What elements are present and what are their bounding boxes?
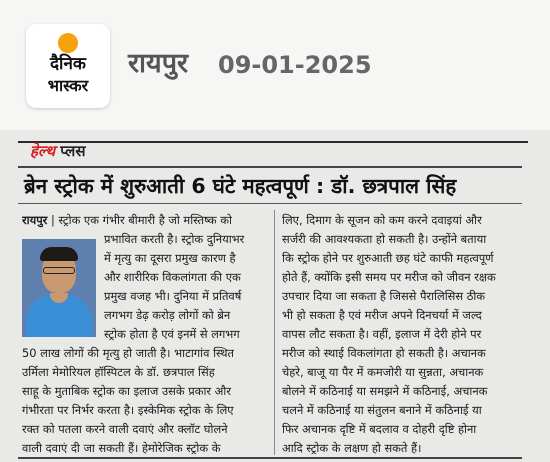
app-header [0, 0, 550, 130]
edition-city: रायपुर [128, 48, 189, 79]
headline-rule [18, 203, 522, 204]
dateline: रायपुर [22, 213, 48, 227]
top-rule [18, 141, 528, 143]
column-line: साहू के मुताबिक स्ट्रोक का इलाज उसके प्रकार और [22, 384, 231, 398]
column-line: गंभीरता पर निर्भर करता है। इस्केमिक स्ट्रोक के लिए [22, 403, 234, 417]
article-headline: ब्रेन स्ट्रोक में शुरुआती 6 घंटे महत्वपूर्ण : डॉ. छत्रपाल सिंह [24, 174, 457, 198]
column-line: आदि स्ट्रोक के लक्षण हो सकते हैं। [282, 441, 422, 455]
section-rule [18, 166, 522, 168]
column-line: उपचार दिया जा सकता है जिससे पैरालिसिस ठीक [282, 289, 486, 303]
column-line: प्रमुख वजह भी। दुनिया में प्रतिवर्ष [104, 289, 242, 303]
column-line: प्रभावित करती है। स्ट्रोक दुनियाभर [104, 232, 245, 246]
article-clipping [0, 130, 550, 462]
section-label [30, 144, 86, 159]
logo-text-line1: दैनिक [50, 54, 86, 74]
column-line: और शारीरिक विकलांगता की एक [104, 270, 241, 284]
column-line: होते हैं, क्योंकि इसी समय पर मरीज को जीवन रक्षक [282, 270, 496, 284]
column-line: भी हो सकता है एवं मरीज अपने दिनचर्या में जल्द [282, 308, 482, 322]
column-line: रायपुर | स्ट्रोक एक गंभीर बीमारी है जो मस्तिष्क को [22, 213, 232, 227]
logo-text-line2: भास्कर [47, 76, 89, 95]
bottom-rule [18, 457, 522, 459]
column-line: सर्जरी की आवश्यकता हो सकती है। उन्होंने बताया [282, 232, 487, 246]
column-line: वाली दवाएं दी जा सकती हैं। हेमोरेजिक स्ट्रोक के [22, 441, 221, 455]
dainik-bhaskar-logo[interactable] [26, 24, 110, 108]
column-line: 50 लाख लोगों की मृत्यु हो जाती है। भाटागांव स्थित [22, 346, 235, 360]
column-line: मरीज को स्थाई विकलांगता हो सकती है। अचानक [282, 346, 486, 360]
column-line: कि स्ट्रोक होने पर शुरुआती छह घंटे काफी महत्वपूर्ण [282, 251, 494, 265]
column-divider [274, 210, 275, 455]
column-line: लगभग डेढ़ करोड़ लोगों को ब्रेन [104, 308, 231, 322]
column-line: वापस लौट सकता है। वहीं, इलाज में देरी होने पर [282, 327, 482, 341]
column-line: लिए, दिमाग के सूजन को कम करने दवाइयां और [282, 213, 482, 227]
column-line: फिर अचानक दृष्टि में बदलाव व दोहरी दृष्टि होना [282, 422, 477, 436]
column-line: बोलने में कठिनाई या समझने में कठिनाई, अचानक [282, 384, 488, 398]
edition-date: 09-01-2025 [218, 51, 372, 79]
column-line: में मृत्यु का दूसरा प्रमुख कारण है [104, 251, 236, 265]
article-column-2 [282, 211, 522, 458]
sun-icon [58, 33, 78, 53]
column-line: रक्त को पतला करने वाली दवाएं और क्लॉट घोलने [22, 422, 228, 436]
column-line: चलने में कठिनाई या संतुलन बनाने में कठिनाई या [282, 403, 482, 417]
section-prefix: हेल्थ [30, 142, 56, 160]
column-line: स्ट्रोक होता है एवं इनमें से लगभग [104, 327, 240, 341]
section-suffix: प्लस [60, 142, 86, 160]
column-line: उर्मिला मेमोरियल हॉस्पिटल के डॉ. छत्रपाल सिंह [22, 365, 215, 379]
article-column-1 [22, 211, 268, 458]
column-line: चेहरे, बाजू या पैर में कमजोरी या सुन्नता, अचानक [282, 365, 484, 379]
